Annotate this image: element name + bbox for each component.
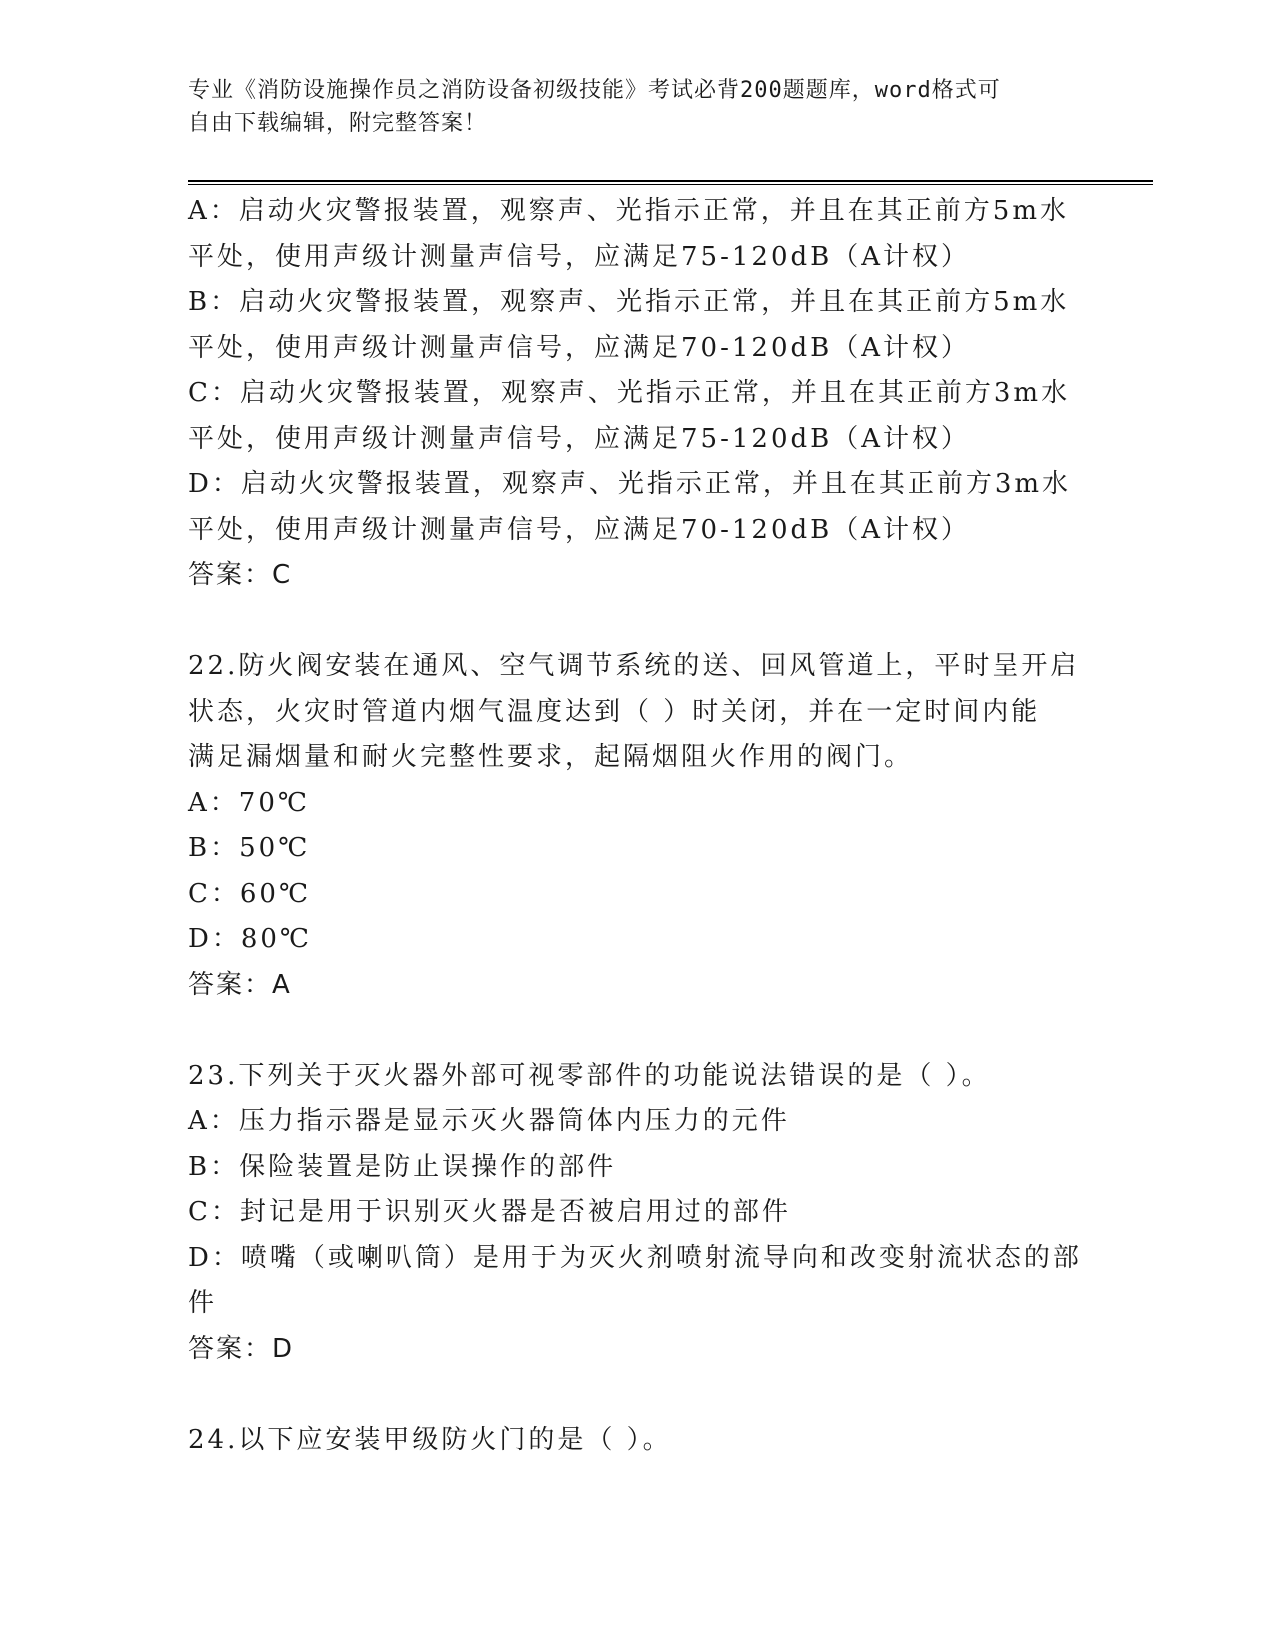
- option-c-line-1: C：启动火灾警报装置，观察声、光指示正常，并且在其正前方3m水: [188, 378, 1071, 408]
- option-d-line-1: D：启动火灾警报装置，观察声、光指示正常，并且在其正前方3m水: [188, 469, 1072, 499]
- answer-label: 答案：D: [188, 1333, 295, 1364]
- spacer: [188, 599, 1078, 645]
- option-c: C：60℃: [188, 878, 312, 909]
- option-a: A：压力指示器是显示灭火器筒体内压力的元件: [188, 1106, 790, 1136]
- header-divider-thin: [188, 184, 1153, 185]
- question-24: [188, 1418, 1078, 1464]
- option-a-line-2: 平处，使用声级计测量声信号，应满足75-120dB（A计权）: [188, 241, 971, 272]
- document-header: [188, 74, 1068, 140]
- header-line-2: 自由下载编辑，附完整答案！: [188, 111, 488, 136]
- question-stem: 24.以下应安装甲级防火门的是（ ）。: [188, 1424, 672, 1455]
- question-stem: 23.下列关于灭火器外部可视零部件的功能说法错误的是（ ）。: [188, 1060, 991, 1091]
- option-d-line-2: 平处，使用声级计测量声信号，应满足70-120dB（A计权）: [188, 514, 971, 545]
- question-stem-line-3: 满足漏烟量和耐火完整性要求，起隔烟阻火作用的阀门。: [188, 742, 914, 772]
- answer-label: 答案：A: [188, 969, 292, 1000]
- option-c-line-2: 平处，使用声级计测量声信号，应满足75-120dB（A计权）: [188, 423, 971, 454]
- spacer: [188, 1372, 1078, 1418]
- answer-label: 答案：C: [188, 560, 293, 590]
- option-a-line-1: A：启动火灾警报装置，观察声、光指示正常，并且在其正前方5m水: [188, 196, 1069, 226]
- header-line-1: 专业《消防设施操作员之消防设备初级技能》考试必背200题题库，word格式可: [188, 78, 1001, 103]
- question-22: [188, 644, 1078, 1008]
- option-d: D：80℃: [188, 924, 313, 954]
- question-23: [188, 1054, 1082, 1373]
- option-b-line-2: 平处，使用声级计测量声信号，应满足70-120dB（A计权）: [188, 332, 971, 363]
- question-stem-line-1: 22.防火阀安装在通风、空气调节系统的送、回风管道上，平时呈开启: [188, 651, 1080, 681]
- option-a: A：70℃: [188, 787, 310, 818]
- option-d-line-2: 件: [188, 1288, 218, 1318]
- option-b-line-1: B：启动火灾警报装置，观察声、光指示正常，并且在其正前方5m水: [188, 287, 1070, 317]
- header-divider-thick: [188, 180, 1153, 182]
- option-b: B：50℃: [188, 833, 311, 863]
- spacer: [188, 1008, 1078, 1054]
- question-21-options: [188, 189, 1078, 599]
- option-c: C：封记是用于识别灭火器是否被启用过的部件: [188, 1197, 791, 1227]
- question-stem-line-2: 状态，火灾时管道内烟气温度达到（ ）时关闭，并在一定时间内能: [188, 696, 1041, 727]
- option-d-line-1: D：喷嘴（或喇叭筒）是用于为灭火剂喷射流导向和改变射流状态的部: [188, 1242, 1082, 1273]
- option-b: B：保险装置是防止误操作的部件: [188, 1151, 617, 1182]
- document-body: [188, 189, 1082, 1463]
